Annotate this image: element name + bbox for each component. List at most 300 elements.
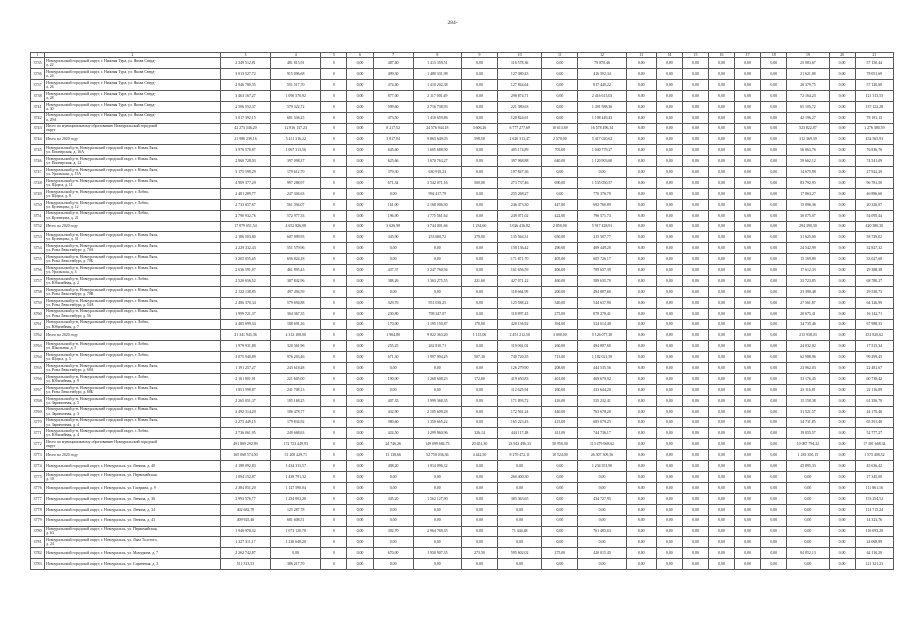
row-value: 172 723 449,93 (271, 439, 321, 450)
row-value: 165 068 574,50 (220, 450, 270, 461)
row-value: 27 922,29 (855, 167, 893, 178)
row-value: 137 122,28 (855, 101, 893, 112)
row-value: 8 270 472,11 (498, 450, 542, 461)
table-row (31, 232, 894, 243)
row-value: 0,00 (461, 504, 497, 515)
row-value: 0,00 (373, 243, 413, 254)
row-value: 0,00 (682, 384, 708, 395)
row-value: 0,00 (626, 352, 656, 363)
row-value: 0,00 (735, 548, 761, 559)
row-value: 460,00 (542, 276, 578, 287)
row-value: 656 824,18 (271, 254, 321, 265)
row-value: 551 579,96 (271, 243, 321, 254)
row-value: 0,00 (761, 69, 787, 80)
table-row (31, 417, 894, 428)
row-value: 112 625,94 (498, 384, 542, 395)
row-value: 0,00 (578, 559, 626, 570)
row-value: 171 871,70 (498, 254, 542, 265)
row-value: 0 (321, 537, 347, 548)
row-value: 14 323,76 (855, 515, 893, 526)
row-value: 0,00 (682, 123, 708, 134)
row-value: 0,00 (461, 167, 497, 178)
row-value: 0,00 (461, 243, 497, 254)
row-value: 0,00 (682, 156, 708, 167)
row-value: 0,00 (347, 145, 373, 156)
row-value: 0 (321, 330, 347, 341)
row-value: 0,00 (829, 276, 855, 287)
row-value: 0,00 (829, 90, 855, 101)
table-row (31, 199, 894, 210)
row-value: 0,00 (626, 297, 656, 308)
row-value: 0,00 (373, 515, 413, 526)
row-value: 0,00 (461, 58, 497, 69)
row-value: 0,00 (709, 308, 735, 319)
row-value: 0,00 (347, 101, 373, 112)
row-value: 0,00 (542, 58, 578, 69)
row-value: 0,00 (656, 526, 682, 537)
row-value: 0,00 (626, 134, 656, 145)
row-value: 0 (321, 79, 347, 90)
row-value: 0,00 (735, 58, 761, 69)
row-value: 0,00 (761, 428, 787, 439)
row-value: 0,00 (829, 297, 855, 308)
row-value: 0,00 (578, 472, 626, 483)
row-value: 692 760,89 (578, 199, 626, 210)
row-number: 3737 (31, 79, 45, 90)
row-value: 0,00 (761, 254, 787, 265)
row-value: 0,00 (656, 123, 682, 134)
row-value: 0,00 (626, 167, 656, 178)
row-number: 3743 (31, 123, 45, 134)
row-value: 121 321,23 (855, 559, 893, 570)
row-number: 3747 (31, 167, 45, 178)
row-value: 165 223,43 (498, 417, 542, 428)
row-value: 0,00 (656, 254, 682, 265)
row-value: 0,00 (626, 90, 656, 101)
row-value: 0,00 (347, 384, 373, 395)
row-value: 0,00 (373, 188, 413, 199)
row-value: 0,00 (761, 559, 787, 570)
row-address: Новоуральский городской округ, г. Новоуральск, ул. Ленина, д. 34 (45, 504, 221, 515)
row-value: 0,00 (542, 482, 578, 493)
row-value: 2 451 212,50 (498, 330, 542, 341)
row-value: 415,00 (542, 417, 578, 428)
row-value: 0,00 (461, 417, 497, 428)
row-value: 976 203,46 (271, 352, 321, 363)
row-value: 17 515,34 (855, 341, 893, 352)
row-value: 2 416 615,03 (578, 90, 626, 101)
row-number: 3762 (31, 330, 45, 341)
row-value: 0,00 (735, 374, 761, 385)
table-row (31, 461, 894, 472)
row-value: 878 278,41 (578, 308, 626, 319)
row-value: 3 205 055,65 (220, 254, 270, 265)
row-value: 0,00 (626, 439, 656, 450)
row-value: 0,00 (709, 526, 735, 537)
row-value: 0,00 (347, 112, 373, 123)
row-value: 0,00 (373, 559, 413, 570)
row-value: 0,00 (461, 537, 497, 548)
row-value: 0,00 (498, 461, 542, 472)
row-value: 440,00 (542, 406, 578, 417)
row-value: 0,00 (656, 297, 682, 308)
row-value: 0,00 (709, 188, 735, 199)
row-value: 1 775 561,64 (413, 210, 461, 221)
table-row (31, 297, 894, 308)
row-value: 0,00 (461, 515, 497, 526)
row-value: 3 075 940,89 (220, 352, 270, 363)
row-value: 200,00 (542, 286, 578, 297)
row-value: 249 071,02 (498, 210, 542, 221)
row-value: 461 895,43 (271, 265, 321, 276)
row-value: 0,00 (709, 461, 735, 472)
row-value: 789 657,39 (578, 265, 626, 276)
row-value: 0,00 (787, 526, 829, 537)
row-value: 433 644,20 (578, 384, 626, 395)
row-value: 3 542 071,16 (413, 178, 461, 189)
row-value: 0,00 (709, 243, 735, 254)
row-number: 3753 (31, 232, 45, 243)
row-value: 0,00 (626, 450, 656, 461)
row-value: 71 444,48 (498, 526, 542, 537)
row-value: 5 417 020,62 (578, 134, 626, 145)
row-value: 0 (321, 352, 347, 363)
row-value: 0,00 (626, 461, 656, 472)
row-value: 0,00 (829, 188, 855, 199)
row-value: 0,00 (682, 90, 708, 101)
row-value: 3 247 760,94 (413, 265, 461, 276)
row-value: 0,00 (735, 363, 761, 374)
row-value: 0,00 (735, 417, 761, 428)
row-value: 0,00 (626, 417, 656, 428)
row-value: 0,00 (829, 559, 855, 570)
row-value: 0,00 (578, 537, 626, 548)
row-value: 0,00 (682, 69, 708, 80)
row-value: 402 682,70 (220, 504, 270, 515)
row-value: 0,00 (682, 493, 708, 504)
row-value: 670,00 (373, 548, 413, 559)
row-value: 0,00 (626, 406, 656, 417)
row-value: 42 273 546,20 (220, 123, 270, 134)
row-value: 12 816 137,23 (271, 123, 321, 134)
row-value: 0,00 (682, 79, 708, 90)
row-value: 0,00 (347, 417, 373, 428)
row-value: 78 181,15 (855, 112, 893, 123)
row-value: 0,00 (461, 308, 497, 319)
row-value: 1 094 152,87 (220, 472, 270, 483)
row-value: 3 606,26 (461, 123, 497, 134)
row-value: 511 313,53 (220, 559, 270, 570)
row-value: 17 863,27 (787, 188, 829, 199)
row-value: 498,20 (373, 461, 413, 472)
table-row (31, 79, 894, 90)
row-value: 0,00 (461, 472, 497, 483)
row-value: 0,00 (542, 461, 578, 472)
row-value: 0,00 (626, 428, 656, 439)
row-value: 5 917 428,91 (578, 221, 626, 232)
row-value: 0,00 (461, 69, 497, 80)
row-value: 572 977,33 (271, 210, 321, 221)
column-number: 21 (855, 53, 893, 58)
row-value: 0,00 (735, 178, 761, 189)
row-value: 0,00 (542, 526, 578, 537)
row-number: 3744 (31, 134, 45, 145)
row-value: 18 524,00 (542, 450, 578, 461)
row-value: 0,00 (709, 297, 735, 308)
row-value: 535 232,41 (578, 395, 626, 406)
row-value: 0,00 (829, 472, 855, 483)
row-value: 0,00 (656, 482, 682, 493)
row-value: 0,00 (761, 450, 787, 461)
row-number: 3773 (31, 450, 45, 461)
table-row (31, 69, 894, 80)
row-value: 607 999,93 (271, 232, 321, 243)
row-address: Новоуральский р-н, Новоуральский городской округ, г. Новая Ляля, ул. Пионерская, д. 12 (45, 156, 221, 167)
row-address: Новоуральский р-н, Новоуральский городской округ, г. Лобва, ул. Юбилейная, д. 4 (45, 428, 221, 439)
row-value: 0,00 (682, 406, 708, 417)
row-value: 247 304,63 (271, 188, 321, 199)
row-value: 0,00 (682, 297, 708, 308)
row-value: 915 096,68 (271, 69, 321, 80)
row-value: 0,00 (829, 461, 855, 472)
row-value: 0,00 (626, 254, 656, 265)
row-value: 68 780,27 (855, 276, 893, 287)
row-value: 170,00 (461, 319, 497, 330)
row-value: 20 651,30 (461, 439, 497, 450)
column-number: 11 (542, 53, 578, 58)
table-row (31, 134, 894, 145)
row-value: 0,00 (682, 254, 708, 265)
row-value: 671,34 (373, 178, 413, 189)
row-value: 579 322,72 (271, 101, 321, 112)
row-value: 589 635,70 (578, 276, 626, 287)
row-number: 3735 (31, 58, 45, 69)
row-value: 0,00 (347, 297, 373, 308)
row-value: 0,00 (626, 395, 656, 406)
row-value: 50 950,30 (542, 439, 578, 450)
row-value: 0,00 (761, 417, 787, 428)
row-address: Новоуральский р-н, Новоуральский городской округ, г. Новая Ляля, ул. Розы Люксембург, д. 70В (45, 286, 221, 297)
row-value: 24 032,02 (787, 341, 829, 352)
row-value: 0,00 (626, 504, 656, 515)
row-value: 1 997 994,25 (413, 352, 461, 363)
row-value: 422,00 (542, 210, 578, 221)
row-value: 0,00 (829, 199, 855, 210)
row-value: 22 116,89 (855, 384, 893, 395)
row-value: 255,25 (373, 341, 413, 352)
row-value: 16 142,71 (855, 308, 893, 319)
row-value: 0,00 (709, 363, 735, 374)
row-value: 0,00 (413, 243, 461, 254)
row-value: 0,00 (761, 145, 787, 156)
row-value: 0,00 (735, 341, 761, 352)
row-value: 0,00 (829, 395, 855, 406)
row-value: 630 910,23 (413, 167, 461, 178)
row-value: 17 612,33 (787, 265, 829, 276)
row-value: 0,00 (787, 559, 829, 570)
row-value: 0,00 (709, 286, 735, 297)
row-address: Новоуральский р-н, Новоуральский городской округ, г. Новая Ляля, ул. Зариничная, д. 5 (45, 395, 221, 406)
row-value: 0,00 (761, 526, 787, 537)
row-number: 3750 (31, 199, 45, 210)
row-value: 4 652 826,08 (271, 221, 321, 232)
row-value: 2 620 313,47 (498, 134, 542, 145)
row-value: 0 (321, 265, 347, 276)
row-value: 0,00 (461, 101, 497, 112)
row-value: 67 988,33 (855, 319, 893, 330)
row-value: 57 150,44 (855, 58, 893, 69)
row-value: 0,00 (682, 526, 708, 537)
page-number: 284- (447, 20, 458, 26)
row-value: 246 473,30 (498, 199, 542, 210)
row-address: Новоуральский городской округ, г. Новоуральск, ул. Льва Толстого, д. 24 (45, 537, 221, 548)
row-value: 326,14 (461, 428, 497, 439)
row-value: 31 521,57 (787, 406, 829, 417)
row-value: 4 188 092,83 (220, 461, 270, 472)
row-value: 2 161 001,91 (220, 374, 270, 385)
row-value: 0,00 (761, 461, 787, 472)
row-number: 3783 (31, 559, 45, 570)
row-value: 0,00 (656, 330, 682, 341)
row-value: 0,00 (709, 482, 735, 493)
row-value: 0,00 (413, 286, 461, 297)
row-value: 2 122 138,85 (220, 286, 270, 297)
row-value: 0,00 (461, 461, 497, 472)
row-value: 0,00 (735, 232, 761, 243)
column-number: 8 (413, 53, 461, 58)
row-value: 0,00 (735, 188, 761, 199)
column-number: 7 (373, 53, 413, 58)
row-value: 0 (321, 559, 347, 570)
row-value: 62 988,96 (787, 352, 829, 363)
row-value: 0,00 (626, 515, 656, 526)
row-value: 0,00 (461, 265, 497, 276)
row-value: 0,00 (347, 178, 373, 189)
row-value: 0,00 (347, 188, 373, 199)
row-value: 0,00 (829, 210, 855, 221)
row-number: 3751 (31, 210, 45, 221)
row-value: 116 578,36 (498, 58, 542, 69)
row-value: 0,00 (829, 101, 855, 112)
row-value: 3 976 578,87 (220, 145, 270, 156)
row-value: 0 (321, 472, 347, 483)
row-value: 0,00 (829, 232, 855, 243)
row-value: 2 168 006,30 (413, 199, 461, 210)
row-value: 0,00 (542, 559, 578, 570)
row-value: 31 625,00 (787, 232, 829, 243)
row-value: 0,00 (373, 363, 413, 374)
column-number: 16 (709, 53, 735, 58)
row-number: 3781 (31, 537, 45, 548)
row-address: Новоуральский р-н, Новоуральский городской округ, г. Лобва, ул. Школьная, д. 5 (45, 341, 221, 352)
row-value: 0,00 (761, 341, 787, 352)
row-value: 0,00 (626, 308, 656, 319)
row-value: 3 817,04 (373, 134, 413, 145)
row-value: 2 262 742,87 (220, 548, 270, 559)
column-number: 20 (829, 53, 855, 58)
table-row (31, 112, 894, 123)
row-value: 1 814 096,32 (413, 461, 461, 472)
row-value: 0,00 (682, 450, 708, 461)
table-row (31, 493, 894, 504)
row-value: 2 229 332,43 (220, 243, 270, 254)
row-value: 0,00 (626, 341, 656, 352)
row-value: 951 038,25 (413, 297, 461, 308)
row-value: 0,00 (735, 134, 761, 145)
row-value: 0,00 (682, 363, 708, 374)
row-value: 0,00 (347, 232, 373, 243)
row-value: 0 (321, 232, 347, 243)
row-value: 0,00 (829, 493, 855, 504)
row-value: 744 736,17 (578, 428, 626, 439)
row-value: 9 863 649,03 (413, 134, 461, 145)
row-value: 1 090 570,92 (271, 90, 321, 101)
row-value: 0,00 (709, 330, 735, 341)
row-value: 1 281 350,15 (787, 450, 829, 461)
row-value: 0,00 (542, 69, 578, 80)
row-value: 0,00 (761, 79, 787, 90)
row-value: 394,00 (542, 319, 578, 330)
row-value: 0,00 (735, 395, 761, 406)
row-value: 0,00 (829, 286, 855, 297)
row-value: 0,00 (709, 254, 735, 265)
row-value: 65 105,72 (787, 101, 829, 112)
table-row (31, 363, 894, 374)
row-value: 681 608,51 (271, 515, 321, 526)
row-value: 1 950 907,35 (413, 548, 461, 559)
row-value: 0,00 (735, 265, 761, 276)
row-value: 125 287,78 (271, 504, 321, 515)
row-value: 0,00 (682, 395, 708, 406)
row-value: 0,00 (347, 254, 373, 265)
row-value: 561 394,07 (271, 199, 321, 210)
row-value: 23 116,81 (787, 384, 829, 395)
row-value: 0,00 (709, 439, 735, 450)
row-value: 0,00 (656, 167, 682, 178)
row-value: 119 061,02 (498, 341, 542, 352)
row-value: 0,00 (347, 482, 373, 493)
row-value: 770 376,70 (578, 188, 626, 199)
row-value: 0,00 (829, 537, 855, 548)
table-row (31, 243, 894, 254)
row-value: 1 363 275,55 (413, 276, 461, 287)
row-number: 3759 (31, 297, 45, 308)
row-value: 1 439 791,32 (271, 472, 321, 483)
row-value: 17 879 651,54 (220, 221, 270, 232)
row-value: 1 491 588,36 (578, 101, 626, 112)
row-number: 3772 (31, 439, 45, 450)
row-value: 23 398,48 (787, 286, 829, 297)
row-value: 0,00 (656, 450, 682, 461)
row-value: 427 071,22 (498, 276, 542, 287)
row-address: Новоуральский р-н, Новоуральский городской округ, г. Лобва, ул. Щорса, д. 9 (45, 188, 221, 199)
row-value: 0,00 (735, 526, 761, 537)
row-value: 0 (321, 276, 347, 287)
row-address: Новоуральский городской округ, г. Новоуральск, ул. Первомайская, д. 63 (45, 526, 221, 537)
row-value: 431 820,62 (855, 330, 893, 341)
row-value: 0,00 (735, 112, 761, 123)
row-value: 22 481,67 (855, 363, 893, 374)
row-value: 3 626,98 (373, 221, 413, 232)
row-value: 0,00 (626, 178, 656, 189)
table-row (31, 330, 894, 341)
row-value: 0,00 (347, 123, 373, 134)
row-value: 221,60 (461, 276, 497, 287)
row-value: 0,00 (735, 199, 761, 210)
row-value: 434 565,93 (855, 134, 893, 145)
row-value: 0,00 (347, 319, 373, 330)
table-row (31, 428, 894, 439)
